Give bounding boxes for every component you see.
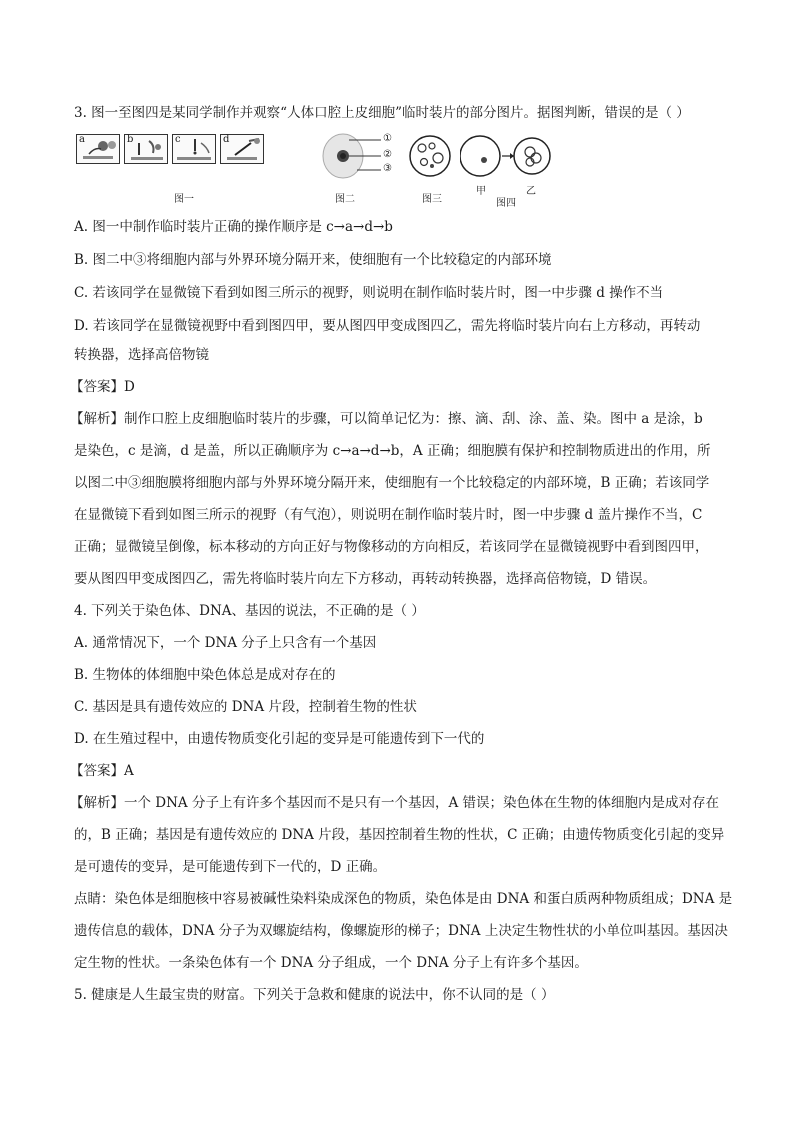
q4-explanation-3: 是可遗传的变异，是可能遗传到下一代的，D 正确。 xyxy=(74,859,387,875)
q4-stem: 4. 下列关于染色体、DNA、基因的说法，不正确的是（ ） xyxy=(74,603,425,619)
q3-figure xyxy=(76,128,576,209)
staining-illustration xyxy=(125,135,169,165)
figure-3-caption: 图三 xyxy=(422,194,442,205)
q4-explanation-2: 的，B 正确；基因是有遗传效应的 DNA 片段，基因控制着生物的性状，C 正确；由遗传物质变化引起的变异 xyxy=(74,827,725,843)
microscope-view-bubbles xyxy=(408,134,454,180)
q3-explanation-5: 正确；显微镜呈倒像，标本移动的方向正好与物像移动的方向相反，若该同学在显微镜视野中看到图四甲， xyxy=(74,539,709,555)
figure-1-panel-a xyxy=(76,134,120,164)
q3-stem: 3. 图一至图四是某同学制作并观察“人体口腔上皮细胞”临时装片的部分图片。据图判断，错误的是（ ） xyxy=(74,105,690,121)
microscope-view-before-after xyxy=(460,134,552,180)
q3-option-a: A. 图一中制作临时装片正确的操作顺序是 c→a→d→b xyxy=(74,219,393,235)
figure-2-caption: 图二 xyxy=(335,194,355,205)
q3-option-b: B. 图二中③将细胞内部与外界环境分隔开来，使细胞有一个比较稳定的内部环境 xyxy=(74,252,552,268)
structure-label-1: ① xyxy=(383,133,392,144)
q3-option-d-cont: 转换器，选择高倍物镜 xyxy=(74,347,209,363)
figure-4-jia-label: 甲 xyxy=(476,186,486,197)
q4-option-a: A. 通常情况下，一个 DNA 分子上只含有一个基因 xyxy=(74,635,377,651)
figure-1-panel-c xyxy=(172,134,216,164)
q4-note-3: 定生物的性状。一条染色体有一个 DNA 分子组成，一个 DNA 分子上有许多个基因。 xyxy=(74,955,588,971)
figure-1-panel-d xyxy=(220,134,264,164)
q3-explanation-3: 以图二中③细胞膜将细胞内部与外界环境分隔开来，使细胞有一个比较稳定的内部环境，B 正确；若该同学 xyxy=(74,475,710,491)
figure-1 xyxy=(76,134,296,205)
q3-explanation-1: 【解析】制作口腔上皮细胞临时装片的步骤，可以简单记忆为：擦、滴、刮、涂、盖、染。图中 a 是涂，b xyxy=(70,411,703,427)
panel-label: d xyxy=(223,134,230,145)
structure-label-3: ③ xyxy=(383,163,392,174)
q4-note-1: 点睛：染色体是细胞核中容易被碱性染料染成深色的物质，染色体是由 DNA 和蛋白质两种物质组成；DNA 是 xyxy=(74,891,733,907)
q3-explanation-6: 要从图四甲变成图四乙，需先将临时装片向左下方移动，再转动转换器，选择高倍物镜，D 错误。 xyxy=(74,571,657,587)
cover-slip-illustration xyxy=(221,135,265,165)
panel-label: a xyxy=(79,134,85,145)
q4-answer: 【答案】A xyxy=(70,763,134,779)
figure-2 xyxy=(321,128,401,205)
q3-option-d: D. 若该同学在显微镜视野中看到图四甲，要从图四甲变成图四乙，需先将临时装片向右上方移动，再转动 xyxy=(74,318,701,334)
q4-note-2: 遗传信息的载体，DNA 分子为双螺旋结构，像螺旋形的梯子；DNA 上决定生物性状的小单位叫基因。基因决 xyxy=(74,923,728,939)
figure-4-yi-label: 乙 xyxy=(526,186,536,197)
q3-explanation-4: 在显微镜下看到如图三所示的视野（有气泡），则说明在制作临时装片时，图一中步骤 d 盖片操作不当，C xyxy=(74,507,703,523)
q5-stem: 5. 健康是人生最宝贵的财富。下列关于急救和健康的说法中，你不认同的是（ ） xyxy=(74,987,555,1003)
figure-3 xyxy=(408,134,454,205)
q3-option-c: C. 若该同学在显微镜下看到如图三所示的视野，则说明在制作临时装片时，图一中步骤 d 操作不当 xyxy=(74,285,664,301)
q4-option-d: D. 在生殖过程中，由遗传物质变化引起的变异是可能遗传到下一代的 xyxy=(74,731,485,747)
figure-4-caption: 图四 xyxy=(496,198,516,209)
dropping-illustration xyxy=(173,135,217,165)
panel-label: c xyxy=(175,134,181,145)
q3-answer: 【答案】D xyxy=(70,379,135,395)
q3-explanation-2: 是染色，c 是滴，d 是盖，所以正确顺序为 c→a→d→b，A 正确；细胞膜有保护和控制物质进出的作用，所 xyxy=(74,443,711,459)
q4-explanation-1: 【解析】一个 DNA 分子上有许多个基因而不是只有一个基因，A 错误；染色体在生物的体细胞内是成对存在 xyxy=(70,795,720,811)
panel-label: b xyxy=(127,134,134,145)
structure-label-2: ② xyxy=(383,149,392,160)
figure-4 xyxy=(460,134,552,209)
figure-1-panel-b xyxy=(124,134,168,164)
q4-option-c: C. 基因是具有遗传效应的 DNA 片段，控制着生物的性状 xyxy=(74,699,417,715)
figure-1-caption: 图一 xyxy=(174,194,194,205)
smearing-illustration xyxy=(77,135,121,165)
q4-option-b: B. 生物体的体细胞中染色体总是成对存在的 xyxy=(74,667,336,683)
